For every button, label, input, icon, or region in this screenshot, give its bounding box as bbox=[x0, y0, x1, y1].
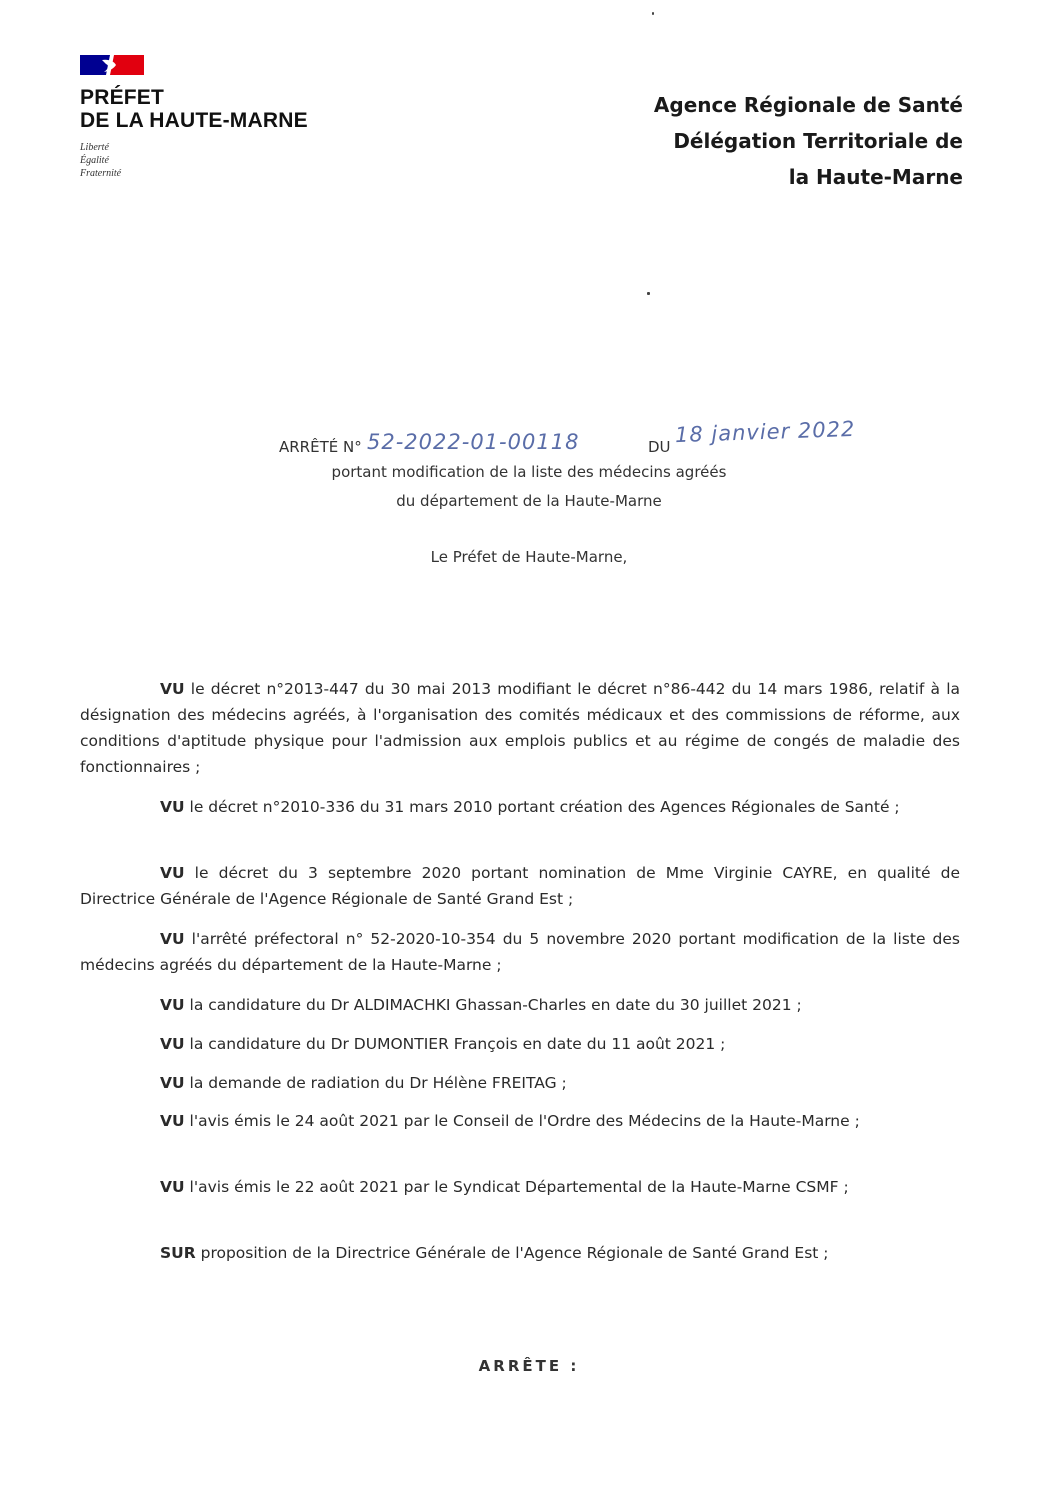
marianne-logo bbox=[80, 53, 144, 77]
visa-keyword: VU bbox=[160, 1112, 185, 1130]
visa-text: le décret n°2013-447 du 30 mai 2013 modifiant le décret n°86-442 du 14 mars 1986, relatif à la désignation des médecins agréés, à l'organisation des comités médicaux et des commissions de réforme, aux conditions d'aptitude physique pour l'admission aux emplois publics et au régime de congés de maladie des fonctionnaires ; bbox=[80, 680, 960, 776]
arrete-title bbox=[279, 416, 919, 460]
visa-paragraph bbox=[80, 1174, 960, 1200]
visa-text: l'arrêté préfectoral n° 52-2020-10-354 du 5 novembre 2020 portant modification de la liste des médecins agréés du département de la Haute-Marne ; bbox=[80, 930, 960, 974]
devise-egalite: Égalité bbox=[80, 155, 109, 166]
prefet-line1: PRÉFET bbox=[80, 86, 165, 109]
visa-keyword: VU bbox=[160, 1178, 185, 1196]
prefet-statement: Le Préfet de Haute-Marne, bbox=[430, 548, 628, 566]
arrete-du: DU bbox=[648, 438, 671, 456]
visa-paragraph bbox=[80, 794, 960, 820]
visa-paragraph bbox=[80, 1108, 960, 1134]
subtitle-line1: portant modification de la liste des médecins agréés bbox=[331, 463, 727, 481]
visa-paragraph bbox=[80, 926, 960, 978]
visa-text: proposition de la Directrice Générale de l'Agence Régionale de Santé Grand Est ; bbox=[195, 1244, 829, 1262]
ars-line3: la Haute-Marne bbox=[788, 165, 963, 189]
visa-paragraph bbox=[80, 1031, 960, 1057]
visa-keyword: VU bbox=[160, 930, 185, 948]
visa-keyword: SUR bbox=[160, 1244, 196, 1262]
scan-speck bbox=[652, 12, 654, 15]
visa-paragraph bbox=[80, 676, 960, 780]
visa-keyword: VU bbox=[160, 680, 185, 698]
devise-fraternite: Fraternité bbox=[80, 168, 122, 179]
ars-header bbox=[654, 87, 963, 195]
subtitle-line2: du département de la Haute-Marne bbox=[396, 492, 662, 510]
arrete-number-handwritten: 52-2022-01-00118 bbox=[367, 430, 580, 454]
visa-text: la candidature du Dr DUMONTIER François en date du 11 août 2021 ; bbox=[184, 1035, 726, 1053]
visa-paragraph bbox=[80, 1240, 960, 1266]
visa-text: le décret du 3 septembre 2020 portant nomination de Mme Virginie CAYRE, en qualité de Directrice Générale de l'Agence Régionale de Santé Grand Est ; bbox=[80, 864, 960, 908]
visa-keyword: VU bbox=[160, 1035, 185, 1053]
visa-text: l'avis émis le 24 août 2021 par le Conseil de l'Ordre des Médecins de la Haute-Marne ; bbox=[184, 1112, 860, 1130]
arrete-heading: ARRÊTE : bbox=[478, 1357, 580, 1375]
devise bbox=[80, 141, 121, 180]
visa-paragraph bbox=[80, 992, 960, 1018]
visa-text: l'avis émis le 22 août 2021 par le Syndicat Départemental de la Haute-Marne CSMF ; bbox=[184, 1178, 849, 1196]
visa-paragraph bbox=[80, 1070, 960, 1096]
visa-keyword: VU bbox=[160, 1074, 185, 1092]
ars-line2: Délégation Territoriale de bbox=[673, 129, 963, 153]
prefet-line2: DE LA HAUTE-MARNE bbox=[80, 109, 308, 132]
visa-paragraph bbox=[80, 860, 960, 912]
devise-liberte: Liberté bbox=[80, 142, 109, 153]
arrete-label: ARRÊTÉ N° bbox=[279, 438, 362, 456]
visa-text: la candidature du Dr ALDIMACHKI Ghassan-Charles en date du 30 juillet 2021 ; bbox=[184, 996, 802, 1014]
visa-text: le décret n°2010-336 du 31 mars 2010 portant création des Agences Régionales de Santé ; bbox=[184, 798, 900, 816]
visa-keyword: VU bbox=[160, 798, 185, 816]
ars-line1: Agence Régionale de Santé bbox=[653, 93, 963, 117]
scan-speck bbox=[647, 292, 650, 295]
prefet-block bbox=[80, 86, 308, 132]
visa-text: la demande de radiation du Dr Hélène FREITAG ; bbox=[184, 1074, 567, 1092]
arrete-date-handwritten: 18 janvier 2022 bbox=[674, 416, 856, 448]
visa-keyword: VU bbox=[160, 864, 185, 882]
visa-keyword: VU bbox=[160, 996, 185, 1014]
